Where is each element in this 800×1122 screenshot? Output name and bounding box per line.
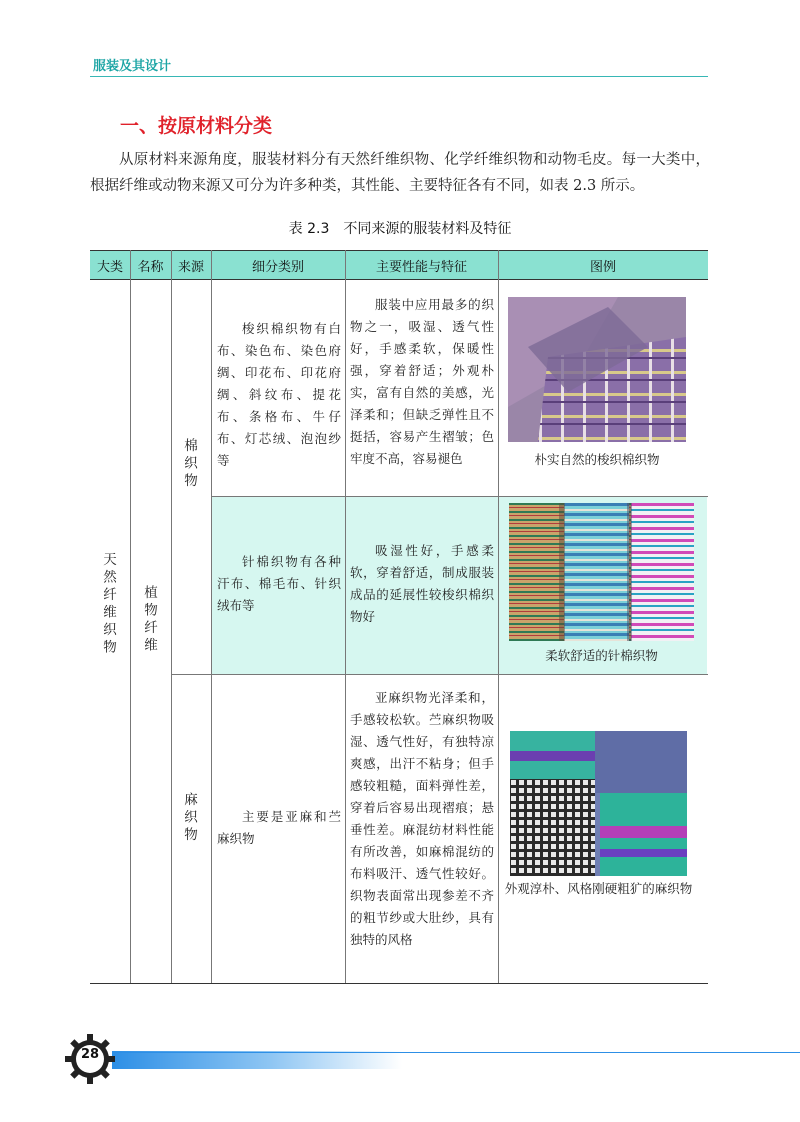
section-title: 一、按原材料分类 bbox=[120, 115, 273, 137]
source-cell-cotton: 棉织物 bbox=[181, 438, 197, 491]
intro-paragraph: 从原材料来源角度，服装材料分有天然纤维织物、化学纤维织物和动物毛皮。每一大类中，根据纤维或动物来源又可分为许多种类，其性能、主要特征各有不同，如表 2.3 所示。 bbox=[90, 152, 710, 194]
footer-gradient-bar bbox=[112, 1051, 402, 1069]
features-cell: 服装中应用最多的织物之一，吸湿、透气性好，手感柔软，保暖性强，穿着舒适；外观朴实，富有自然的美感，光泽柔和；但缺乏弹性且不挺括，容易产生褶皱；色牢度不高，容易褪色 bbox=[350, 297, 494, 466]
grid-line bbox=[130, 250, 131, 983]
linen-caption: 外观淳朴、风格刚硬粗犷的麻织物 bbox=[504, 881, 693, 896]
features-cell: 吸湿性好，手感柔软，穿着舒适，制成服装成品的延展性较梭织棉织物好 bbox=[350, 543, 494, 624]
header-source: 来源 bbox=[171, 250, 211, 280]
grid-line bbox=[345, 250, 346, 983]
header-category: 大类 bbox=[90, 250, 130, 280]
subcategory-cell: 梭织棉织物有白布、染色布、染色府绸、印花布、印花府绸、斜纹布、提花布、条格布、牛仔布、灯芯绒、泡泡纱等 bbox=[217, 321, 341, 468]
running-header: 服装及其设计 bbox=[93, 59, 172, 74]
subcategory-cell: 主要是亚麻和苎麻织物 bbox=[217, 809, 341, 846]
footer-rule bbox=[112, 1052, 800, 1053]
grid-line bbox=[211, 250, 212, 983]
header-name: 名称 bbox=[130, 250, 171, 280]
category-cell: 天然纤维织物 bbox=[100, 552, 116, 657]
row-divider bbox=[211, 496, 708, 497]
grid-line bbox=[171, 250, 172, 983]
woven-cotton-caption: 朴实自然的梭织棉织物 bbox=[534, 452, 660, 467]
row-divider bbox=[171, 674, 708, 675]
linen-image bbox=[510, 731, 687, 876]
woven-cotton-image bbox=[508, 297, 686, 442]
header-rule bbox=[90, 76, 708, 77]
knit-cotton-caption: 柔软舒适的针棉织物 bbox=[545, 648, 658, 663]
subcategory-cell: 针棉织物有各种汗布、棉毛布、针织绒布等 bbox=[217, 554, 341, 613]
grid-line bbox=[498, 250, 499, 983]
header-features: 主要性能与特征 bbox=[345, 250, 498, 280]
knit-cotton-image bbox=[509, 503, 694, 641]
source-cell-linen: 麻织物 bbox=[181, 792, 197, 845]
page-number: 28 bbox=[80, 1047, 100, 1062]
name-cell: 植物纤维 bbox=[141, 585, 157, 655]
table-bottom-rule bbox=[90, 983, 708, 984]
header-subcategory: 细分类别 bbox=[211, 250, 345, 280]
table-caption: 表 2.3 不同来源的服装材料及特征 bbox=[288, 221, 512, 237]
header-illustration: 图例 bbox=[498, 250, 708, 280]
features-cell: 亚麻织物光泽柔和，手感较松软。苎麻织物吸湿、透气性好，有独特凉爽感，出汗不粘身；但手感较粗糙，面料弹性差，穿着后容易出现褶痕；悬垂性差。麻混纺材料性能有所改善，如麻棉混纺的布料吸汗、透气性较好。织物表面常出现参差不齐的粗节纱或大肚纱，具有独特的风格 bbox=[350, 690, 494, 947]
